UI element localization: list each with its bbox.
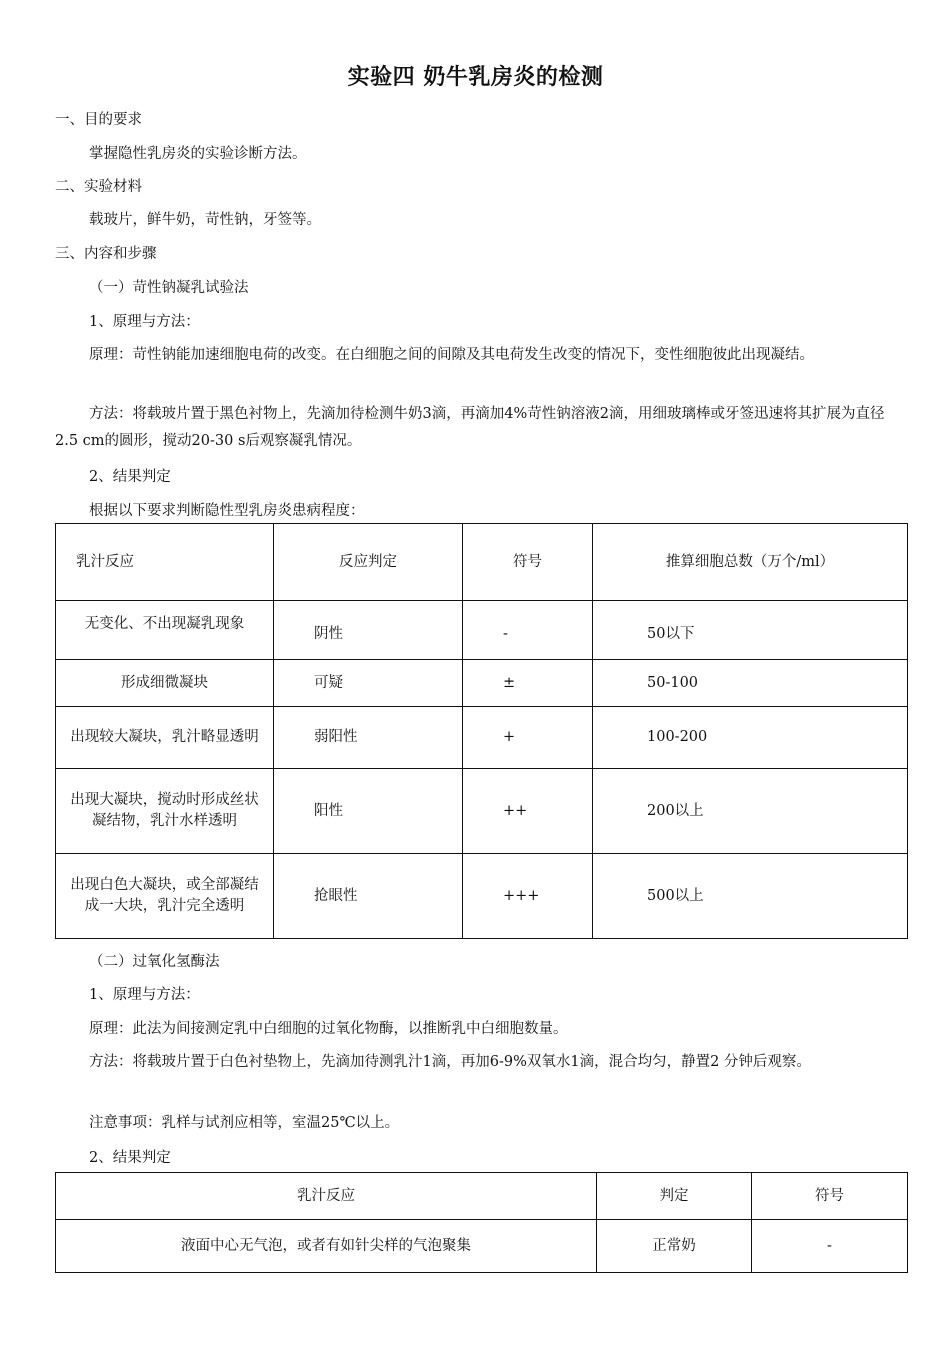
result-table-caustic-soda	[55, 523, 908, 939]
method2-note: 注意事项：乳样与试剂应相等，室温25℃以上。	[89, 1115, 400, 1131]
method2-principle: 原理：此法为间接测定乳中白细胞的过氧化物酶，以推断乳中白细胞数量。	[89, 1021, 568, 1037]
method2-subheading-result: 2、结果判定	[89, 1150, 171, 1166]
cell-symbol: +	[463, 707, 593, 769]
section-heading-materials: 二、实验材料	[55, 179, 142, 195]
method1-principle: 原理：苛性钠能加速细胞电荷的改变。在白细胞之间的间隙及其电荷发生改变的情况下，变性细胞彼此出现凝结。	[89, 347, 814, 363]
objectives-text: 掌握隐性乳房炎的实验诊断方法。	[89, 146, 307, 162]
header-milk-reaction: 乳汁反应	[56, 524, 274, 601]
method2-title: （二）过氧化氢酶法	[89, 954, 220, 970]
cell-reaction: 形成细微凝块	[56, 660, 274, 707]
table-row	[56, 601, 908, 660]
cell-count: 50-100	[593, 660, 908, 707]
table-header-row	[56, 1173, 908, 1220]
table-row	[56, 1220, 908, 1273]
cell-judgement: 正常奶	[597, 1220, 752, 1273]
table-row	[56, 660, 908, 707]
header-symbol: 符号	[463, 524, 593, 601]
header-judgement: 反应判定	[274, 524, 463, 601]
method1-title: （一）苛性钠凝乳试验法	[89, 280, 249, 296]
table-row	[56, 707, 908, 769]
cell-reaction: 无变化、不出现凝乳现象	[56, 601, 274, 660]
section-heading-objectives: 一、目的要求	[55, 112, 142, 128]
header-milk-reaction: 乳汁反应	[56, 1173, 597, 1220]
cell-symbol: -	[463, 601, 593, 660]
header-symbol: 符号	[752, 1173, 908, 1220]
document-title: 实验四 奶牛乳房炎的检测	[347, 65, 604, 90]
cell-symbol: -	[752, 1220, 908, 1273]
cell-judgement: 可疑	[274, 660, 463, 707]
cell-judgement: 抢眼性	[274, 854, 463, 939]
table-header-row	[56, 524, 908, 601]
cell-count: 100-200	[593, 707, 908, 769]
cell-count: 50以下	[593, 601, 908, 660]
method1-table-intro: 根据以下要求判断隐性型乳房炎患病程度：	[89, 503, 365, 519]
cell-reaction: 液面中心无气泡，或者有如针尖样的气泡聚集	[56, 1220, 597, 1273]
method2-subheading-principle: 1、原理与方法：	[89, 987, 200, 1003]
table-row	[56, 854, 908, 939]
materials-text: 载玻片，鲜牛奶，苛性钠，牙签等。	[89, 212, 321, 228]
cell-count: 200以上	[593, 769, 908, 854]
cell-symbol: ±	[463, 660, 593, 707]
method1-procedure: 方法：将载玻片置于黑色衬物上，先滴加待检测牛奶3滴，再滴加4%苛性钠溶液2滴，用细玻璃棒或牙签迅速将其扩展为直径2.5 cm的圆形，搅动20-30 s后观察凝乳情况。	[55, 406, 885, 449]
cell-judgement: 阳性	[274, 769, 463, 854]
table-row	[56, 769, 908, 854]
result-table-hydrogen-peroxide	[55, 1172, 908, 1273]
cell-symbol: +++	[463, 854, 593, 939]
cell-judgement: 阴性	[274, 601, 463, 660]
cell-reaction: 出现大凝块，搅动时形成丝状凝结物，乳汁水样透明	[56, 769, 274, 854]
cell-symbol: ++	[463, 769, 593, 854]
cell-reaction: 出现较大凝块，乳汁略显透明	[56, 707, 274, 769]
header-cell-count: 推算细胞总数（万个/ml）	[593, 524, 908, 601]
cell-judgement: 弱阳性	[274, 707, 463, 769]
method2-procedure: 方法：将载玻片置于白色衬垫物上，先滴加待测乳汁1滴，再加6-9%双氧水1滴，混合均匀，静置2 分钟后观察。	[89, 1054, 811, 1070]
method1-subheading-result: 2、结果判定	[89, 469, 171, 485]
header-judgement: 判定	[597, 1173, 752, 1220]
cell-reaction: 出现白色大凝块，或全部凝结成一大块，乳汁完全透明	[56, 854, 274, 939]
cell-count: 500以上	[593, 854, 908, 939]
section-heading-procedure: 三、内容和步骤	[55, 246, 157, 262]
method1-subheading-principle: 1、原理与方法：	[89, 314, 200, 330]
